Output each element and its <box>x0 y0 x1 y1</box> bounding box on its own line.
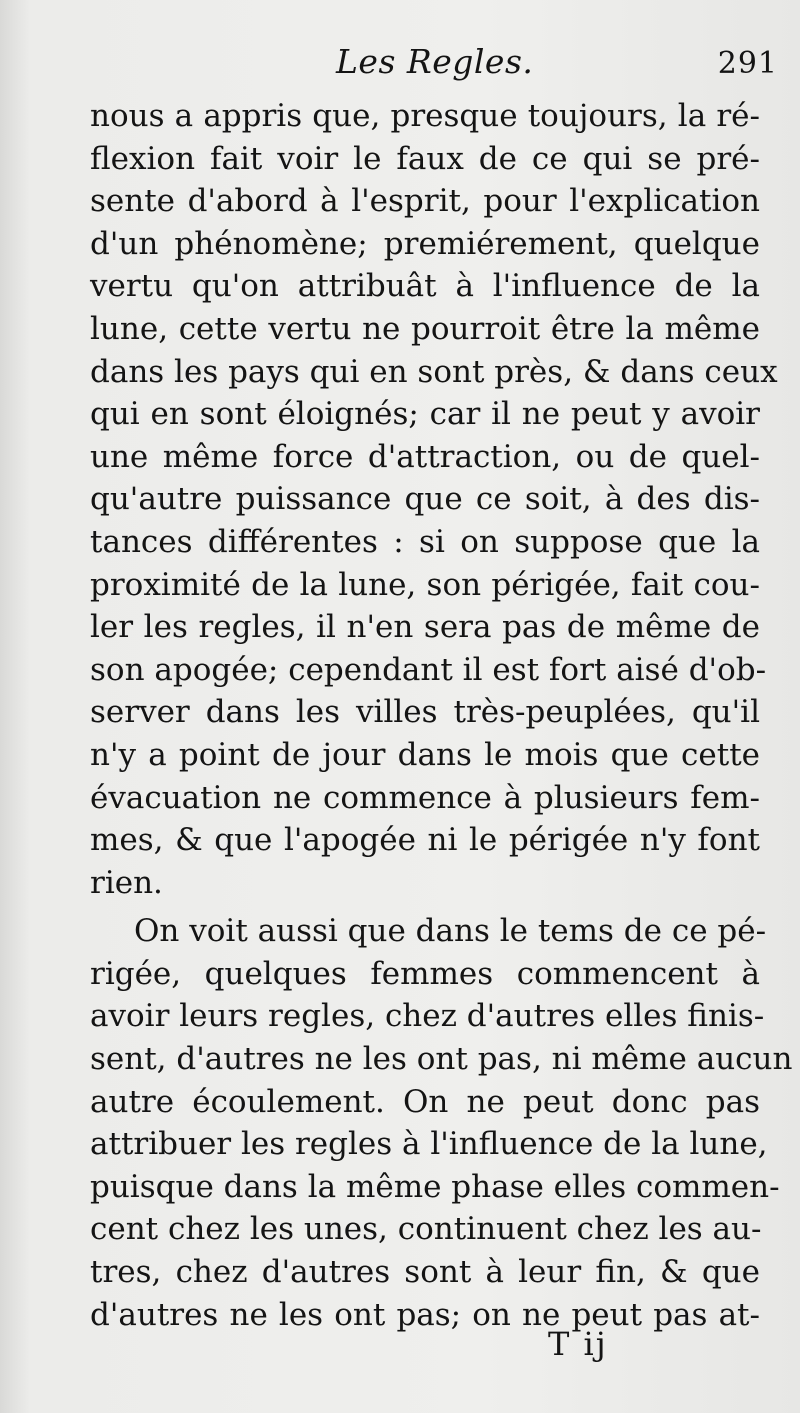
text-line: avoir leurs regles, chez d'autres elles finis- <box>90 998 765 1035</box>
text-line: rigée, quelques femmes commencent à <box>90 955 760 992</box>
body-text <box>90 95 793 1336</box>
text-line: qui en sont éloignés; car il ne peut y avoir <box>90 396 760 433</box>
page-number: 291 <box>717 46 778 81</box>
text-line: proximité de la lune, son périgée, fait cou- <box>90 566 760 603</box>
text-line: d'un phénomène; premiérement, quelque <box>90 225 760 262</box>
running-title: Les Regles. <box>336 42 534 81</box>
text-line: évacuation ne commence à plusieurs fem- <box>90 779 760 816</box>
text-line: puisque dans la même phase elles commen- <box>90 1168 780 1205</box>
paragraph-2 <box>90 910 793 1336</box>
text-line: tances différentes : si on suppose que la <box>90 523 760 560</box>
text-line: nous a appris que, presque toujours, la ré- <box>90 98 760 134</box>
text-line: ler les regles, il n'en sera pas de même de <box>90 609 760 646</box>
signature-mark: T ij <box>548 1325 608 1363</box>
text-line: dans les pays qui en sont près, & dans ceux <box>90 353 778 390</box>
text-line: qu'autre puissance que ce soit, à des dis- <box>90 481 760 518</box>
text-line: vertu qu'on attribuât à l'influence de la <box>90 268 760 305</box>
text-line: On voit aussi que dans le tems de ce pé- <box>134 913 767 950</box>
text-line: mes, & que l'apogée ni le périgée n'y font <box>90 822 760 859</box>
text-line: d'autres ne les ont pas; on ne peut pas at- <box>90 1296 760 1333</box>
text-line: flexion fait voir le faux de ce qui se pré- <box>90 140 760 177</box>
text-line: tres, chez d'autres sont à leur fin, & que <box>90 1254 760 1291</box>
text-line: cent chez les unes, continuent chez les au- <box>90 1211 762 1248</box>
text-line: sente d'abord à l'esprit, pour l'explication <box>90 183 760 220</box>
text-line: autre écoulement. On ne peut donc pas <box>90 1083 760 1120</box>
text-line: n'y a point de jour dans le mois que cette <box>90 736 760 773</box>
paragraph-1 <box>90 95 778 904</box>
text-line: sent, d'autres ne les ont pas, ni même aucun <box>90 1041 793 1078</box>
text-line: server dans les villes très-peuplées, qu'il <box>90 694 760 731</box>
text-line: lune, cette vertu ne pourroit être la même <box>90 310 760 347</box>
running-head <box>0 42 800 92</box>
text-line: son apogée; cependant il est fort aisé d'ob- <box>90 651 767 688</box>
text-line: attribuer les regles à l'influence de la lune, <box>90 1126 768 1163</box>
text-line: rien. <box>90 864 163 901</box>
text-line: une même force d'attraction, ou de quel- <box>90 438 760 475</box>
